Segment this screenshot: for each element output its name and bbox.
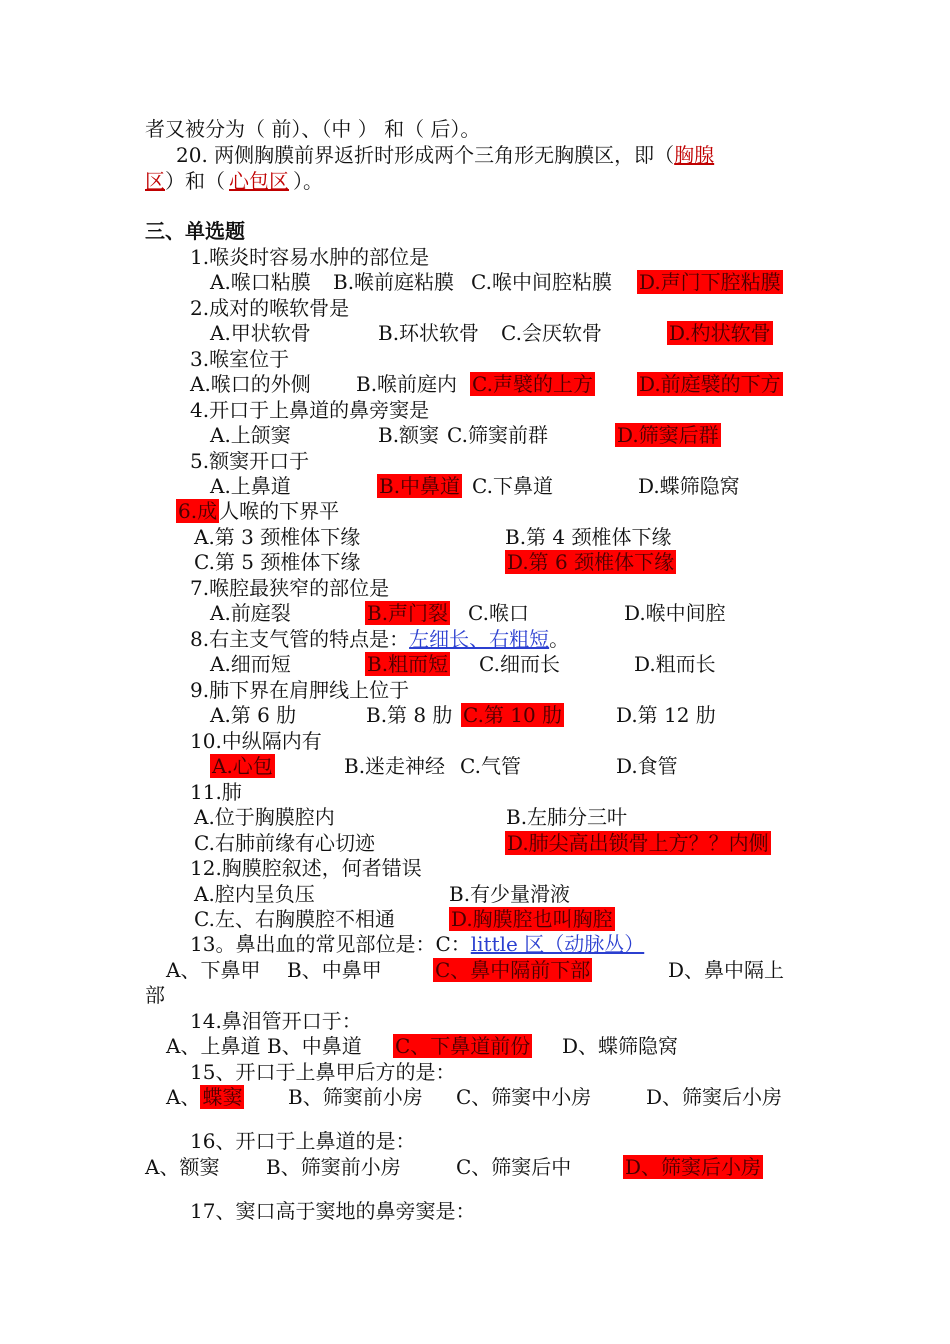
question-2-stem: 2.成对的喉软骨是 (190, 296, 350, 320)
question-9-stem: 9.肺下界在肩胛线上位于 (190, 678, 410, 702)
q10-option-d: D.食管 (616, 754, 678, 778)
question-11-stem: 11.肺 (190, 780, 242, 804)
question-15-stem: 15、开口于上鼻甲后方的是： (190, 1060, 456, 1084)
q8-option-c: C.细而长 (479, 652, 560, 676)
q5-option-b-answer: B.中鼻道 (379, 474, 461, 498)
q3-option-a: A.喉口的外侧 (190, 372, 311, 396)
q10-option-b: B.迷走神经 (344, 754, 446, 778)
q1-option-c: C.喉中间腔粘膜 (471, 270, 612, 294)
q15-option-c: C、筛窦中小房 (456, 1085, 592, 1109)
q6-stem-text: 人喉的下界平 (219, 499, 340, 523)
q1-option-a: A.喉口粘膜 (210, 270, 311, 294)
question-8-stem (190, 627, 569, 651)
q11-option-a: A.位于胸膜腔内 (194, 805, 335, 829)
q2-option-d-answer: D.杓状软骨 (669, 321, 771, 345)
text-fragment: ）和（ (165, 169, 225, 193)
q13-option-a: A、下鼻甲 (166, 958, 261, 982)
text-fragment: 。 (549, 627, 570, 651)
q16-option-c: C、筛窦后中 (456, 1155, 572, 1179)
question-10-stem: 10.中纵隔内有 (190, 729, 322, 753)
question-3-stem: 3.喉室位于 (190, 347, 290, 371)
q14-option-b: B、中鼻道 (267, 1034, 362, 1058)
q2-option-a: A.甲状软骨 (210, 321, 311, 345)
q2-option-b: B.环状软骨 (378, 321, 480, 345)
question-1-stem: 1.喉炎时容易水肿的部位是 (190, 245, 430, 269)
q13-option-b: B、中鼻甲 (287, 958, 382, 982)
q7-option-c: C.喉口 (468, 601, 529, 625)
question-17-stem: 17、窦口高于窦地的鼻旁窦是： (190, 1199, 476, 1223)
q9-option-a: A.第 6 肋 (210, 703, 297, 727)
q14-option-d: D、蝶筛隐窝 (562, 1034, 679, 1058)
q12-option-b: B.有少量滑液 (449, 882, 571, 906)
text-fragment: ）。 (293, 169, 323, 193)
q5-option-a: A.上鼻道 (210, 474, 291, 498)
q14-option-c-answer: C、下鼻道前份 (395, 1034, 531, 1058)
q15-option-d: D、筛窦后小房 (646, 1085, 783, 1109)
section-title: 三、单选题 (145, 219, 245, 243)
text-line: 者又被分为（ 前）、（中 ） 和（ 后）。 (145, 117, 481, 141)
question-4-stem: 4.开口于上鼻道的鼻旁窦是 (190, 398, 430, 422)
q9-option-c-answer: C.第 10 肋 (463, 703, 563, 727)
q2-option-c: C.会厌软骨 (501, 321, 602, 345)
q1-option-b: B.喉前庭粘膜 (333, 270, 455, 294)
q15-option-a (166, 1085, 244, 1109)
q11-option-d-answer: D.肺尖高出锁骨上方？？内侧 (507, 831, 769, 855)
q8-option-a: A.细而短 (210, 652, 291, 676)
q10-option-a-answer: A.心包 (212, 754, 273, 778)
q9-option-d: D.第 12 肋 (616, 703, 716, 727)
question-16-stem: 16、开口于上鼻道的是： (190, 1129, 416, 1153)
q12-option-d-answer: D.胸膜腔也叫胸腔 (451, 907, 613, 931)
q7-option-d: D.喉中间腔 (624, 601, 726, 625)
question-20 (176, 143, 714, 167)
q4-option-b: B.额窦 (378, 423, 440, 447)
q14-option-a: A、上鼻道 (166, 1034, 261, 1058)
q6-stem-highlight: 6.成 (178, 499, 218, 523)
q7-option-b-answer: B.声门裂 (367, 601, 449, 625)
question-12-stem: 12.胸膜腔叙述，何者错误 (190, 856, 422, 880)
question-14-stem: 14.鼻泪管开口于： (190, 1009, 362, 1033)
q11-option-c: C.右肺前缘有心切迹 (194, 831, 375, 855)
question-13-stem (190, 932, 644, 956)
q8-stem-text: 8.右主支气管的特点是： (190, 627, 410, 651)
q4-option-d-answer: D.筛窦后群 (617, 423, 719, 447)
q1-option-d-answer: D.声门下腔粘膜 (639, 270, 781, 294)
question-20-text: 20. 两侧胸膜前界返折时形成两个三角形无胸膜区，即（ (176, 143, 675, 167)
q13-note-link[interactable]: little 区（动脉丛） (470, 932, 645, 956)
q13-option-c-answer: C、鼻中隔前下部 (435, 958, 591, 982)
answer-thymus-cont: 区 (145, 169, 165, 193)
q13-option-d-cont: 部 (145, 983, 165, 1007)
q9-option-b: B.第 8 肋 (366, 703, 453, 727)
q10-option-c: C.气管 (460, 754, 521, 778)
q16-option-d-answer: D、筛窦后小房 (625, 1155, 762, 1179)
q8-option-d: D.粗而长 (634, 652, 716, 676)
q12-option-a: A.腔内呈负压 (194, 882, 315, 906)
q11-option-b: B.左肺分三叶 (506, 805, 628, 829)
q3-option-b: B.喉前庭内 (356, 372, 458, 396)
q13-option-d: D、鼻中隔上 (668, 958, 785, 982)
q7-option-a: A.前庭裂 (210, 601, 291, 625)
q5-option-d: D.蝶筛隐窝 (638, 474, 740, 498)
q6-option-b: B.第 4 颈椎体下缘 (505, 525, 672, 549)
q16-option-b: B、筛窦前小房 (266, 1155, 401, 1179)
q6-option-a: A.第 3 颈椎体下缘 (194, 525, 361, 549)
q12-option-c: C.左、右胸膜腔不相通 (194, 907, 395, 931)
question-7-stem: 7.喉腔最狭窄的部位是 (190, 576, 390, 600)
q3-option-c-answer: C.声襞的上方 (472, 372, 593, 396)
q13-stem-text: 13。鼻出血的常见部位是：C： (190, 932, 471, 956)
q16-option-a: A、额窦 (145, 1155, 220, 1179)
q4-option-c: C.筛窦前群 (447, 423, 548, 447)
q3-option-d-answer: D.前庭襞的下方 (639, 372, 781, 396)
question-20-cont (145, 169, 323, 193)
q6-option-c: C.第 5 颈椎体下缘 (194, 550, 361, 574)
question-6-stem (176, 499, 339, 523)
answer-thymus: 胸腺 (674, 143, 715, 167)
answer-pericardium: 心包区 (229, 169, 289, 193)
q4-option-a: A.上颌窦 (210, 423, 291, 447)
q8-option-b-answer: B.粗而短 (367, 652, 449, 676)
question-5-stem: 5.额窦开口于 (190, 449, 310, 473)
q5-option-c: C.下鼻道 (472, 474, 553, 498)
q6-option-d-answer: D.第 6 颈椎体下缘 (507, 550, 675, 574)
q8-note-link[interactable]: 左细长、右粗短 (409, 627, 550, 651)
q15-option-a-answer: 蝶窦 (202, 1085, 243, 1109)
q15-option-b: B、筛窦前小房 (288, 1085, 423, 1109)
q15-option-a-label: A、 (166, 1085, 201, 1109)
